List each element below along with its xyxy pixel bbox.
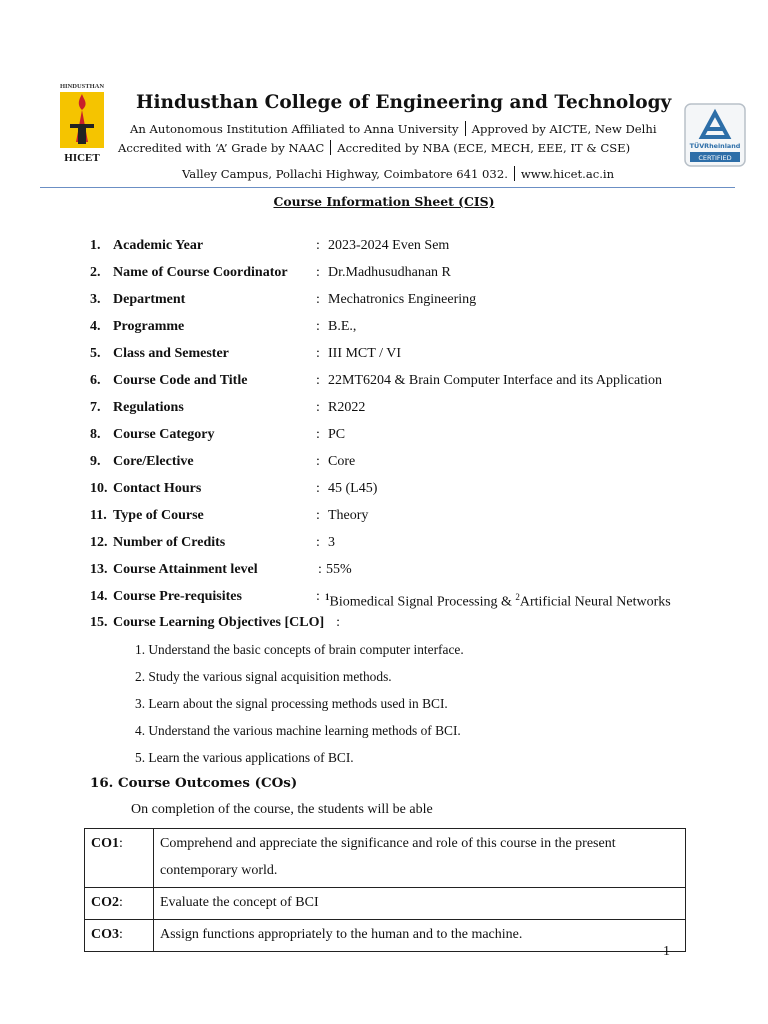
colon: :: [316, 400, 320, 415]
info-row: [90, 372, 662, 390]
item-value: 55%: [326, 562, 352, 577]
item-label: Contact Hours: [113, 481, 202, 496]
item-number: 4.: [90, 319, 101, 334]
item-number: 1.: [90, 238, 101, 253]
info-row: [90, 291, 477, 309]
item-number: 13.: [90, 562, 108, 577]
college-name: Hindusthan College of Engineering and Technology: [136, 92, 672, 113]
item-number: 9.: [90, 454, 101, 469]
prereq-1: Biomedical Signal Processing &: [329, 594, 516, 610]
item-number: 8.: [90, 427, 101, 442]
item-value: III MCT / VI: [328, 346, 401, 361]
clo-heading: [90, 614, 340, 632]
table-row: [85, 829, 686, 888]
info-row: [90, 318, 357, 336]
info-row: [90, 480, 378, 498]
item-label: Course Learning Objectives [CLO]: [113, 615, 325, 630]
footnote-marker: 2: [515, 592, 520, 602]
tuv-brand-text: TÜVRheinland: [689, 142, 741, 150]
page-number: 1: [663, 944, 670, 959]
table-row: [85, 888, 686, 920]
colon: :: [316, 292, 320, 307]
item-value: [325, 588, 671, 612]
co-text-cell: Comprehend and appreciate the significance and role of this course in the present contemporary world.: [154, 829, 686, 888]
info-row: [90, 534, 335, 552]
footnote-marker: 1: [325, 592, 330, 602]
item-label: Programme: [113, 319, 185, 334]
prerequisites-row: [90, 588, 671, 610]
info-row: [90, 237, 450, 255]
item-value: Dr.Madhusudhanan R: [328, 265, 451, 280]
info-row: [90, 426, 346, 444]
colon: :: [316, 373, 320, 388]
item-number: 7.: [90, 400, 101, 415]
co-text-cell: Evaluate the concept of BCI: [154, 888, 686, 920]
info-row: [90, 345, 401, 363]
item-label: Course Attainment level: [113, 562, 258, 577]
item-value: R2022: [328, 400, 366, 415]
item-number: 12.: [90, 535, 108, 550]
logo-text-bottom: HICET: [64, 152, 100, 164]
website-link[interactable]: www.hicet.ac.in: [520, 167, 615, 181]
item-value: B.E.,: [328, 319, 357, 334]
item-label: Regulations: [113, 400, 184, 415]
address-text: Valley Campus, Pollachi Highway, Coimbatore 641 032.: [182, 167, 508, 181]
colon: :: [316, 346, 320, 361]
item-number: 3.: [90, 292, 101, 307]
separator: [514, 166, 515, 181]
co-code-cell: CO3:: [85, 920, 154, 952]
affiliation-text: An Autonomous Institution Affiliated to Anna University: [130, 122, 459, 136]
co-code-cell: CO2:: [85, 888, 154, 920]
separator: [330, 140, 331, 155]
item-label: Name of Course Coordinator: [113, 265, 288, 280]
item-label: Class and Semester: [113, 346, 229, 361]
item-number: 5.: [90, 346, 101, 361]
item-label: Core/Elective: [113, 454, 194, 469]
colon: :: [316, 238, 320, 253]
item-label: Course Pre-requisites: [113, 589, 242, 604]
item-label: Course Code and Title: [113, 373, 248, 388]
item-value: Core: [328, 454, 356, 469]
course-outcomes-heading: 16. Course Outcomes (COs): [90, 775, 298, 791]
college-logo: [56, 80, 108, 164]
course-outcomes-table: [84, 828, 686, 952]
co-code: CO2: [91, 895, 119, 910]
item-label: Academic Year: [113, 238, 204, 253]
colon: :: [316, 481, 320, 496]
info-row: [90, 264, 451, 282]
item-number: 15.: [90, 615, 108, 630]
item-value: 3: [328, 535, 335, 550]
item-label: Course Category: [113, 427, 215, 442]
item-value: Mechatronics Engineering: [328, 292, 477, 307]
info-row: [90, 561, 352, 579]
table-row: [85, 920, 686, 952]
clo-item: 3. Learn about the signal processing methods used in BCI.: [135, 696, 448, 711]
clo-item: 1. Understand the basic concepts of brain computer interface.: [135, 642, 464, 657]
item-value: 22MT6204 & Brain Computer Interface and its Application: [328, 373, 662, 388]
colon: :: [316, 508, 320, 523]
nba-text: Accredited by NBA (ECE, MECH, EEE, IT & CSE): [337, 141, 631, 155]
co-code-cell: CO1:: [85, 829, 154, 888]
colon: :: [316, 589, 320, 604]
colon: :: [316, 265, 320, 280]
item-number: 6.: [90, 373, 101, 388]
item-number: 11.: [90, 508, 107, 523]
item-label: Department: [113, 292, 186, 307]
colon: :: [316, 454, 320, 469]
header-line-address: [182, 166, 614, 181]
tuv-certified-text: CERTIFIED: [698, 154, 732, 162]
header-line-affiliation: [130, 121, 657, 136]
course-outcomes-intro: On completion of the course, the students will be able: [131, 802, 433, 817]
header-divider: [40, 187, 735, 188]
colon: :: [316, 427, 320, 442]
item-number: 2.: [90, 265, 101, 280]
prereq-2: Artificial Neural Networks: [519, 594, 671, 610]
clo-item: 5. Learn the various applications of BCI.: [135, 750, 354, 765]
item-value: Theory: [328, 508, 369, 523]
clo-item: 4. Understand the various machine learning methods of BCI.: [135, 723, 461, 738]
info-row: [90, 399, 366, 417]
info-row: [90, 507, 369, 525]
naac-text: Accredited with ‘A’ Grade by NAAC: [118, 141, 325, 155]
document-title: Course Information Sheet (CIS): [273, 194, 495, 209]
item-value: 2023-2024 Even Sem: [328, 238, 450, 253]
approval-text: Approved by AICTE, New Delhi: [471, 122, 657, 136]
clo-item: 2. Study the various signal acquisition methods.: [135, 669, 392, 684]
colon: :: [316, 319, 320, 334]
logo-text-top: HINDUSTHAN: [59, 83, 105, 90]
item-label: Type of Course: [113, 508, 204, 523]
header-line-accreditation: [118, 140, 630, 155]
colon: :: [336, 615, 341, 630]
item-number: 10.: [90, 481, 108, 496]
item-value: PC: [328, 427, 346, 442]
tuv-certified-badge: [684, 103, 746, 167]
item-number: 14.: [90, 589, 108, 604]
item-label: Number of Credits: [113, 535, 226, 550]
colon: :: [316, 535, 320, 550]
colon: :: [318, 562, 322, 577]
co-code: CO1: [91, 836, 119, 851]
co-code: CO3: [91, 927, 119, 942]
co-text-cell: Assign functions appropriately to the human and to the machine.: [154, 920, 686, 952]
info-row: [90, 453, 356, 471]
item-value: 45 (L45): [328, 481, 378, 496]
separator: [465, 121, 466, 136]
